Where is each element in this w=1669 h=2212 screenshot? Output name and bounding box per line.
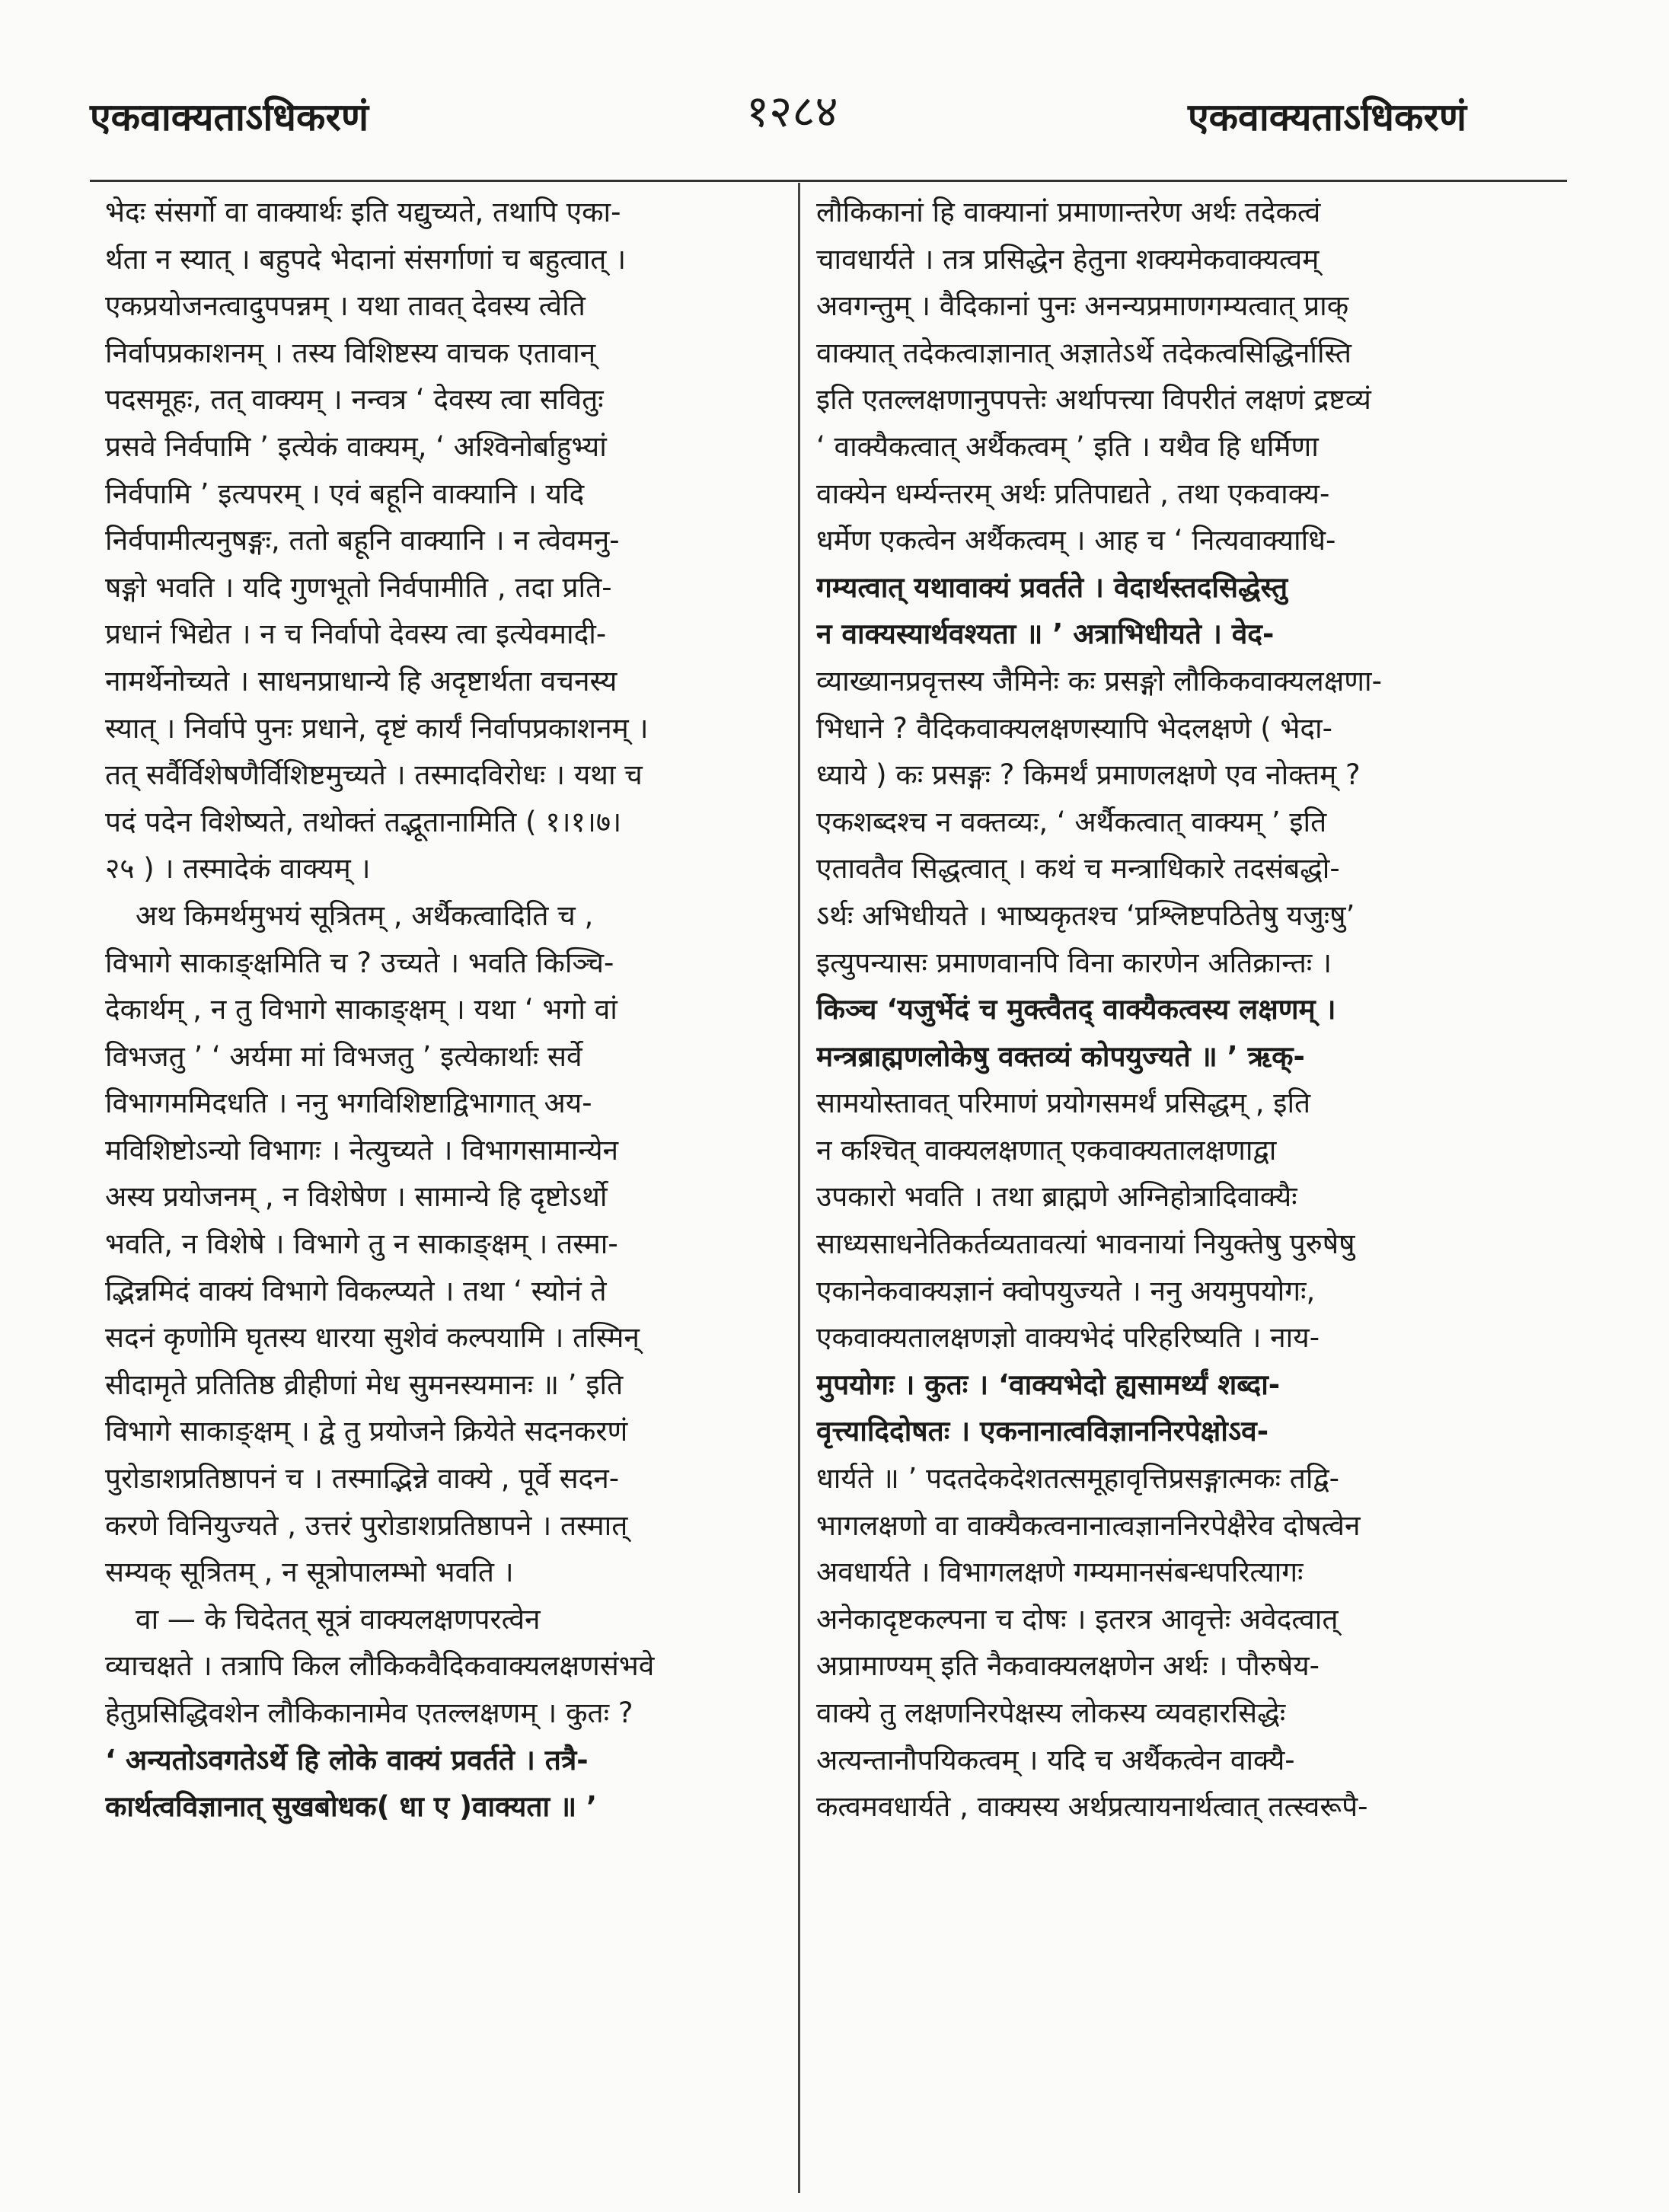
header-rule	[90, 180, 1567, 182]
text-line: अवधार्यते । विभागलक्षणे गम्यमानसंबन्धपरित्यागः	[816, 1556, 1304, 1589]
text-line: विभजतु ’ ‘ अर्यमा मां विभजतु ’ इत्येकार्थाः सर्वे	[105, 1039, 582, 1073]
text-line: न वाक्यस्यार्थवश्यता ॥ ’ अत्राभिधीयते । वेद-	[816, 618, 1275, 651]
text-line: न कश्चित् वाक्यलक्षणात् एकवाक्यतालक्षणाद्वा	[816, 1133, 1277, 1167]
text-line: एकवाक्यतालक्षणज्ञो वाक्यभेदं परिहरिष्यति । नाय-	[816, 1321, 1320, 1355]
text-line: वा — के चिदेतत् सूत्रं वाक्यलक्षणपरत्वेन	[136, 1602, 541, 1636]
text-line: अथ किमर्थमुभयं सूत्रितम् , अर्थैकत्वादिति च ,	[136, 899, 594, 932]
text-line: अत्यन्तानौपयिकत्वम् । यदि च अर्थैकत्वेन वाक्यै-	[816, 1743, 1295, 1776]
text-line: मुपयोगः । कुतः । ‘वाक्यभेदो ह्यसामर्थ्यं शब्दा-	[816, 1368, 1281, 1401]
text-line: पदसमूहः, तत् वाक्यम् । नन्वत्र ‘ देवस्य त्वा सवितुः	[105, 383, 604, 417]
text-line: उपकारो भवति । तथा ब्राह्मणे अग्निहोत्रादिवाक्यैः	[816, 1180, 1297, 1214]
text-line: धर्मेण एकत्वेन अर्थैकत्वम् । आह च ‘ नित्यवाक्याधि-	[816, 524, 1336, 557]
text-line: मन्त्रब्राह्मणलोकेषु वक्तव्यं कोपयुज्यते ॥ ’ ऋक्-	[816, 1039, 1305, 1073]
text-line: कार्थत्वविज्ञानात् सुखबोधक( धा ए )वाक्यता ॥ ’	[105, 1790, 598, 1824]
text-line: लौकिकानां हि वाक्यानां प्रमाणान्तरेण अर्थः तदेकत्वं	[816, 196, 1321, 228]
text-line: विभागममिदधति । ननु भगविशिष्टाद्विभागात् अय-	[105, 1087, 592, 1120]
text-line: ‘ वाक्यैकत्वात् अर्थैकत्वम् ’ इति । यथैव हि धर्मिणा	[816, 429, 1319, 463]
text-line: षङ्गो भवति । यदि गुणभूतो निर्वपामीति , तदा प्रति-	[105, 570, 612, 604]
text-line: चावधार्यते । तत्र प्रसिद्धेन हेतुना शक्यमेकवाक्यत्वम्	[816, 242, 1320, 276]
text-line: भागलक्षणो वा वाक्यैकत्वनानात्वज्ञाननिरपेक्षैरेव दोषत्वेन	[816, 1508, 1361, 1542]
text-line: देकार्थम् , न तु विभागे साकाङ्क्षम् । यथा ‘ भगो वां	[105, 993, 617, 1026]
text-line: भेदः संसर्गो वा वाक्यार्थः इति यद्युच्यते, तथापि एका-	[105, 196, 621, 228]
text-line: वाक्यात् तदेकत्वाज्ञानात् अज्ञातेऽर्थे तदेकत्वसिद्धिर्नास्ति	[816, 336, 1352, 369]
text-line: ध्याये ) कः प्रसङ्गः ? किमर्थं प्रमाणलक्षणे एव नोक्तम् ?	[816, 758, 1361, 792]
text-line: प्रसवे निर्वपामि ’ इत्येकं वाक्यम्, ‘ अश्विनोर्बाहुभ्यां	[105, 429, 607, 463]
text-line: वाक्ये तु लक्षणनिरपेक्षस्य लोकस्य व्यवहारसिद्धेः	[816, 1697, 1286, 1729]
running-header-left: एकवाक्यताऽधिकरणं	[90, 95, 369, 139]
text-line: निर्वपामि ’ इत्यपरम् । एवं बहूनि वाक्यानि । यदि	[105, 477, 585, 510]
text-line: निर्वापप्रकाशनम् । तस्य विशिष्टस्य वाचक एतावान्	[105, 336, 596, 369]
text-line: प्रधानं भिद्येत । न च निर्वापो देवस्य त्वा इत्येवमादी-	[105, 618, 607, 651]
right-column	[816, 189, 1552, 1831]
text-line: निर्वपामीत्यनुषङ्गः, ततो बहूनि वाक्यानि । न त्वेवमनु-	[105, 524, 620, 557]
text-line: स्यात् । निर्वापे पुनः प्रधाने, दृष्टं कार्यं निर्वापप्रकाशनम् ।	[105, 711, 649, 745]
text-line: एकप्रयोजनत्वादुपपन्नम् । यथा तावत् देवस्य त्वेति	[105, 289, 586, 323]
text-line: अस्य प्रयोजनम् , न विशेषेण । सामान्ये हि दृष्टोऽर्थो	[105, 1180, 608, 1214]
text-line: विभागे साकाङ्क्षम् । द्वे तु प्रयोजने क्रियेते सदनकरणं	[105, 1415, 628, 1448]
text-line: कत्वमवधार्यते , वाक्यस्य अर्थप्रत्यायनार्थत्वात् तत्स्वरूपै-	[816, 1790, 1368, 1824]
text-line: अवगन्तुम् । वैदिकानां पुनः अनन्यप्रमाणगम्यत्वात् प्राक्	[816, 289, 1349, 323]
text-line: सीदामृते प्रतितिष्ठ व्रीहीणां मेध सुमनस्यमानः ॥ ’ इति	[105, 1368, 624, 1401]
text-line: सामयोस्तावत् परिमाणं प्रयोगसमर्थं प्रसिद्धम् , इति	[816, 1087, 1311, 1120]
text-line: भिधाने ? वैदिकवाक्यलक्षणस्यापि भेदलक्षणे ( भेदा-	[816, 711, 1332, 745]
text-line: सम्यक् सूत्रितम् , न सूत्रोपालम्भो भवति ।	[105, 1556, 514, 1589]
text-line: ‘ अन्यतोऽवगतेऽर्थे हि लोके वाक्यं प्रवर्तते । तत्रै-	[105, 1743, 589, 1776]
text-line: अनेकादृष्टकल्पना च दोषः । इतरत्र आवृत्तेः अवेदत्वात्	[816, 1602, 1339, 1636]
text-line: एकानेकवाक्यज्ञानं क्वोपयुज्यते । ननु अयमुपयोगः,	[816, 1274, 1316, 1307]
running-header-right: एकवाक्यताऽधिकरणं	[1188, 95, 1467, 139]
text-line: पदं पदेन विशेष्यते, तथोक्तं तद्भूतानामिति ( १।१।७।	[105, 805, 622, 838]
text-line: गम्यत्वात् यथावाक्यं प्रवर्तते । वेदार्थस्तदसिद्धेस्तु	[816, 570, 1288, 604]
text-line: इत्युपन्यासः प्रमाणवानपि विना कारणेन अतिक्रान्तः ।	[816, 946, 1332, 979]
text-line: द्भिन्नमिदं वाक्यं विभागे विकल्प्यते । तथा ‘ स्योनं ते	[105, 1274, 607, 1307]
text-line: मविशिष्टोऽन्यो विभागः । नेत्युच्यते । विभागसामान्येन	[105, 1133, 619, 1167]
text-line: व्याचक्षते । तत्रापि किल लौकिकवैदिकवाक्यलक्षणसंभवे	[105, 1649, 655, 1683]
text-line: अप्रामाण्यम् इति नैकवाक्यलक्षणेन अर्थः । पौरुषेय-	[816, 1649, 1320, 1683]
page-number: १२८४	[746, 85, 838, 137]
text-line: पुरोडाशप्रतिष्ठापनं च । तस्माद्भिन्ने वाक्ये , पूर्वे सदन-	[105, 1462, 620, 1495]
text-line: व्याख्यानप्रवृत्तस्य जैमिनेः कः प्रसङ्गो लौकिकवाक्यलक्षणा-	[816, 664, 1382, 697]
text-line: किञ्च ‘यजुर्भेदं च मुक्त्वैतद् वाक्यैकत्वस्य लक्षणम् ।	[816, 993, 1336, 1026]
text-line: ऽर्थः अभिधीयते । भाष्यकृतश्च ‘प्रश्लिष्टपठितेषु यजुःषु’	[816, 899, 1355, 932]
text-line: सदनं कृणोमि घृतस्य धारया सुशेवं कल्पयामि । तस्मिन्	[105, 1321, 640, 1355]
text-line: साध्यसाधनेतिकर्तव्यतावत्यां भावनायां नियुक्तेषु पुरुषेषु	[816, 1227, 1355, 1261]
text-line: इति एतल्लक्षणानुपपत्तेः अर्थापत्त्या विपरीतं लक्षणं द्रष्टव्यं	[816, 383, 1371, 417]
text-line: तत् सर्वैर्विशेषणैर्विशिष्टमुच्यते । तस्मादविरोधः । यथा च	[105, 758, 643, 792]
text-line: नामर्थेनोच्यते । साधनप्राधान्ये हि अदृष्टार्थता वचनस्य	[105, 664, 617, 697]
text-line: वृत्त्यादिदोषतः । एकनानात्वविज्ञाननिरपेक्षोऽव-	[816, 1415, 1269, 1448]
column-separator	[798, 183, 800, 2193]
text-line: र्थता न स्यात् । बहुपदे भेदानां संसर्गाणां च बहुत्वात् ।	[105, 242, 627, 276]
text-line: धार्यते ॥ ’ पदतदेकदेशतत्समूहावृत्तिप्रसङ्गात्मकः तद्वि-	[816, 1462, 1340, 1495]
text-line: हेतुप्रसिद्धिवशेन लौकिकानामेव एतल्लक्षणम् । कुतः ?	[105, 1697, 633, 1729]
text-line: विभागे साकाङ्क्षमिति च ? उच्यते । भवति किञ्चि-	[105, 946, 614, 979]
text-line: एकशब्दश्च न वक्तव्यः, ‘ अर्थैकत्वात् वाक्यम् ’ इति	[816, 805, 1327, 838]
text-line: वाक्येन धर्म्यन्तरम् अर्थः प्रतिपाद्यते , तथा एकवाक्य-	[816, 477, 1330, 510]
text-line: करणे विनियुज्यते , उत्तरं पुरोडाशप्रतिष्ठापने । तस्मात्	[105, 1508, 628, 1542]
text-line: एतावतैव सिद्धत्वात् । कथं च मन्त्राधिकारे तदसंबद्धो-	[816, 852, 1340, 886]
left-column	[105, 189, 775, 1831]
text-line: भवति, न विशेषे । विभागे तु न साकाङ्क्षम् । तस्मा-	[105, 1227, 618, 1261]
text-line: २५ ) । तस्मादेकं वाक्यम् ।	[105, 852, 371, 886]
